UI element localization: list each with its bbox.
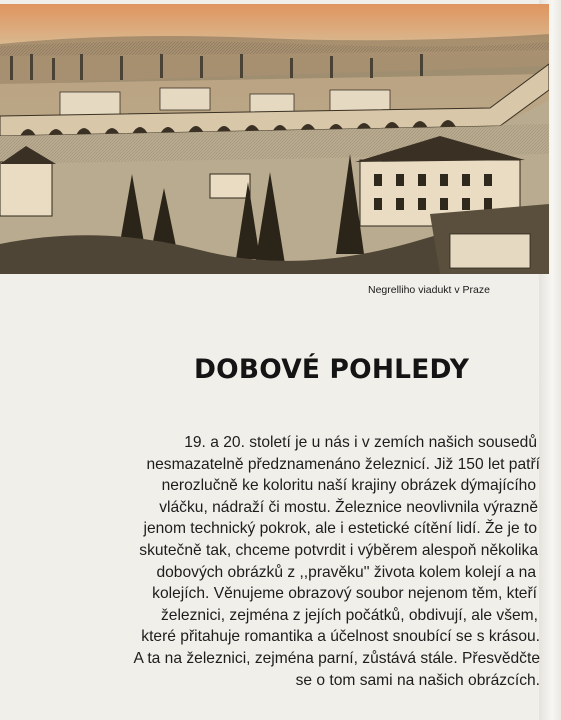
text-line: jenom technický pokrok, ale i estetické cítění lidí. Že je to <box>143 520 537 538</box>
text-line: A ta na železnici, zejména parní, zůstává stále. Přesvědčte <box>133 649 540 667</box>
text-line: 19. a 20. století je u nás i v zemích našich sousedů <box>184 434 537 451</box>
text-line: vláčku, nádraží či mostu. Železnice neovlivnila výrazně <box>159 498 538 516</box>
text-line: se o tom sami na našich obrázcích. <box>295 671 540 689</box>
viaduct-illustration <box>0 4 549 274</box>
text-line: nesmazatelně předznamenáno železnicí. Již 150 let patří <box>146 455 540 473</box>
text-line: nerozlučně ke koloritu naší krajiny obrázek dýmajícího <box>161 477 536 495</box>
text-line: dobových obrázků z ,,pravěku'' života kolem kolejí a na <box>156 563 536 581</box>
section-heading: DOBOVÉ POHLEDY <box>194 354 470 385</box>
body-paragraph <box>50 432 540 691</box>
image-caption: Negrelliho viadukt v Praze <box>368 284 490 296</box>
text-line: železnici, zejména z jejích počátků, obdivují, ale všem, <box>160 606 538 624</box>
text-line: kolejích. Věnujeme obrazový soubor nejenom těm, kteří <box>152 585 537 603</box>
text-line: skutečně tak, chceme potvrdit i výběrem alespoň několika <box>139 541 538 559</box>
text-line: které přitahuje romantika a účelnost snoubící se s krásou. <box>141 628 540 646</box>
